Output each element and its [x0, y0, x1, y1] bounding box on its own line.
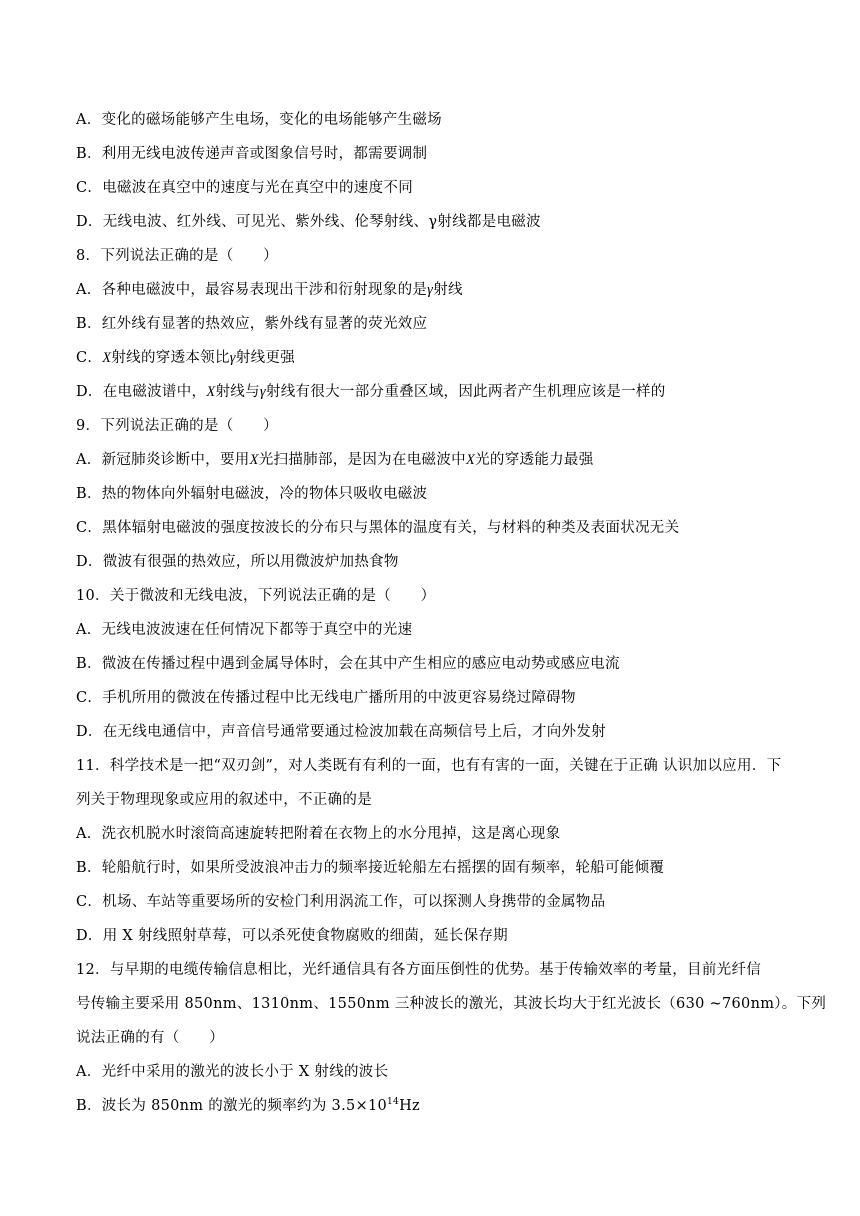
- q7-option-b: B．利用无线电波传递声音或图象信号时，都需要调制: [76, 146, 428, 162]
- q8-option-c-text-end: 射线更强: [235, 350, 295, 366]
- q9-stem: 9．下列说法正确的是（ ）: [76, 418, 278, 434]
- q8-stem: 8．下列说法正确的是（ ）: [76, 248, 278, 264]
- q8-option-d-text-end: 射线有很大一部分重叠区域，因此两者产生机理应该是一样的: [265, 384, 666, 400]
- q7-option-d: D．无线电波、红外线、可见光、紫外线、伦琴射线、γ射线都是电磁波: [76, 214, 541, 230]
- q8-option-a-text-end: 射线: [433, 282, 463, 298]
- q12-option-b-text: B．波长为 850nm 的激光的频率约为: [76, 1098, 332, 1114]
- q12-stem-line-3: 说法正确的有（ ）: [76, 1030, 224, 1046]
- q8-option-c-text: 射线的穿透本领比: [111, 350, 230, 366]
- q9-option-a-text-end: 光的穿透能力最强: [475, 452, 594, 468]
- frequency-unit: Hz: [399, 1098, 420, 1114]
- q9-option-a: [76, 443, 788, 477]
- q11-stem-line-2: 列关于物理现象或应用的叙述中，不正确的是: [76, 792, 372, 808]
- q9-option-a-text-mid: 光扫描肺部，是因为在电磁波中: [258, 452, 466, 468]
- gamma-symbol: γ: [259, 384, 266, 400]
- q8-option-c-label: C．: [76, 350, 103, 366]
- gamma-symbol: γ: [229, 350, 236, 366]
- q10-option-a: A．无线电波波速在任何情况下都等于真空中的光速: [76, 622, 413, 638]
- q10-stem: 10．关于微波和无线电波，下列说法正确的是（ ）: [76, 588, 436, 604]
- q12-option-b: [76, 1089, 788, 1123]
- q8-option-d-text-mid: 射线与: [215, 384, 260, 400]
- q10-option-d: D．在无线电通信中，声音信号通常要通过检波加载在高频信号上后，才向外发射: [76, 724, 606, 740]
- q11-option-c: C．机场、车站等重要场所的安检门利用涡流工作，可以探测人身携带的金属物品: [76, 894, 606, 910]
- q12-option-a: A．光纤中采用的激光的波长小于 X 射线的波长: [76, 1064, 389, 1080]
- frequency-exponent: 14: [387, 1097, 400, 1107]
- q9-option-d: D．微波有很强的热效应，所以用微波炉加热食物: [76, 554, 399, 570]
- question-content: [76, 103, 827, 1123]
- q9-option-b: B．热的物体向外辐射电磁波，冷的物体只吸收电磁波: [76, 486, 428, 502]
- frequency-value: 3.5×10: [331, 1098, 388, 1114]
- q12-stem-line-2: 号传输主要采用 850nm、1310nm、1550nm 三种波长的激光，其波长均大于红光波长（630 ~760nm）。下列: [76, 996, 827, 1012]
- q11-stem-line-1: 11．科学技术是一把“双刃剑”，对人类既有有利的一面，也有有害的一面，关键在于正确 认识加以应用．下: [76, 758, 782, 774]
- x-symbol: X: [249, 452, 259, 468]
- q8-option-d-text: D．在电磁波谱中，: [76, 384, 207, 400]
- x-symbol: X: [465, 452, 476, 468]
- x-symbol: X: [206, 384, 216, 400]
- q10-option-c: C．手机所用的微波在传播过程中比无线电广播所用的中波更容易绕过障碍物: [76, 690, 576, 706]
- gamma-symbol: γ: [427, 282, 434, 298]
- q8-option-a-text: A．各种电磁波中，最容易表现出干涉和衍射现象的是: [76, 282, 428, 298]
- q7-option-c: C．电磁波在真空中的速度与光在真空中的速度不同: [76, 180, 413, 196]
- q8-option-b: B．红外线有显著的热效应，紫外线有显著的荧光效应: [76, 316, 428, 332]
- q12-stem-line-1: 12．与早期的电缆传输信息相比，光纤通信具有各方面压倒性的优势。基于传输效率的考量，目前光纤信: [76, 962, 762, 978]
- q11-option-d: D．用 X 射线照射草莓，可以杀死使食物腐败的细菌，延长保存期: [76, 928, 508, 944]
- q8-option-d: [76, 375, 788, 409]
- q10-option-b: B．微波在传播过程中遇到金属导体时，会在其中产生相应的感应电动势或感应电流: [76, 656, 620, 672]
- q7-option-a: A．变化的磁场能够产生电场，变化的电场能够产生磁场: [76, 112, 442, 128]
- x-symbol: X: [102, 350, 112, 366]
- q8-option-c: [76, 341, 788, 375]
- q8-option-a: [76, 273, 788, 307]
- q9-option-a-text: A．新冠肺炎诊断中，要用: [76, 452, 250, 468]
- q9-option-c: C．黑体辐射电磁波的强度按波长的分布只与黑体的温度有关，与材料的种类及表面状况无关: [76, 520, 680, 536]
- q11-option-a: A．洗衣机脱水时滚筒高速旋转把附着在衣物上的水分甩掉，这是离心现象: [76, 826, 561, 842]
- q11-option-b: B．轮船航行时，如果所受波浪冲击力的频率接近轮船左右摇摆的固有频率，轮船可能倾覆: [76, 860, 665, 876]
